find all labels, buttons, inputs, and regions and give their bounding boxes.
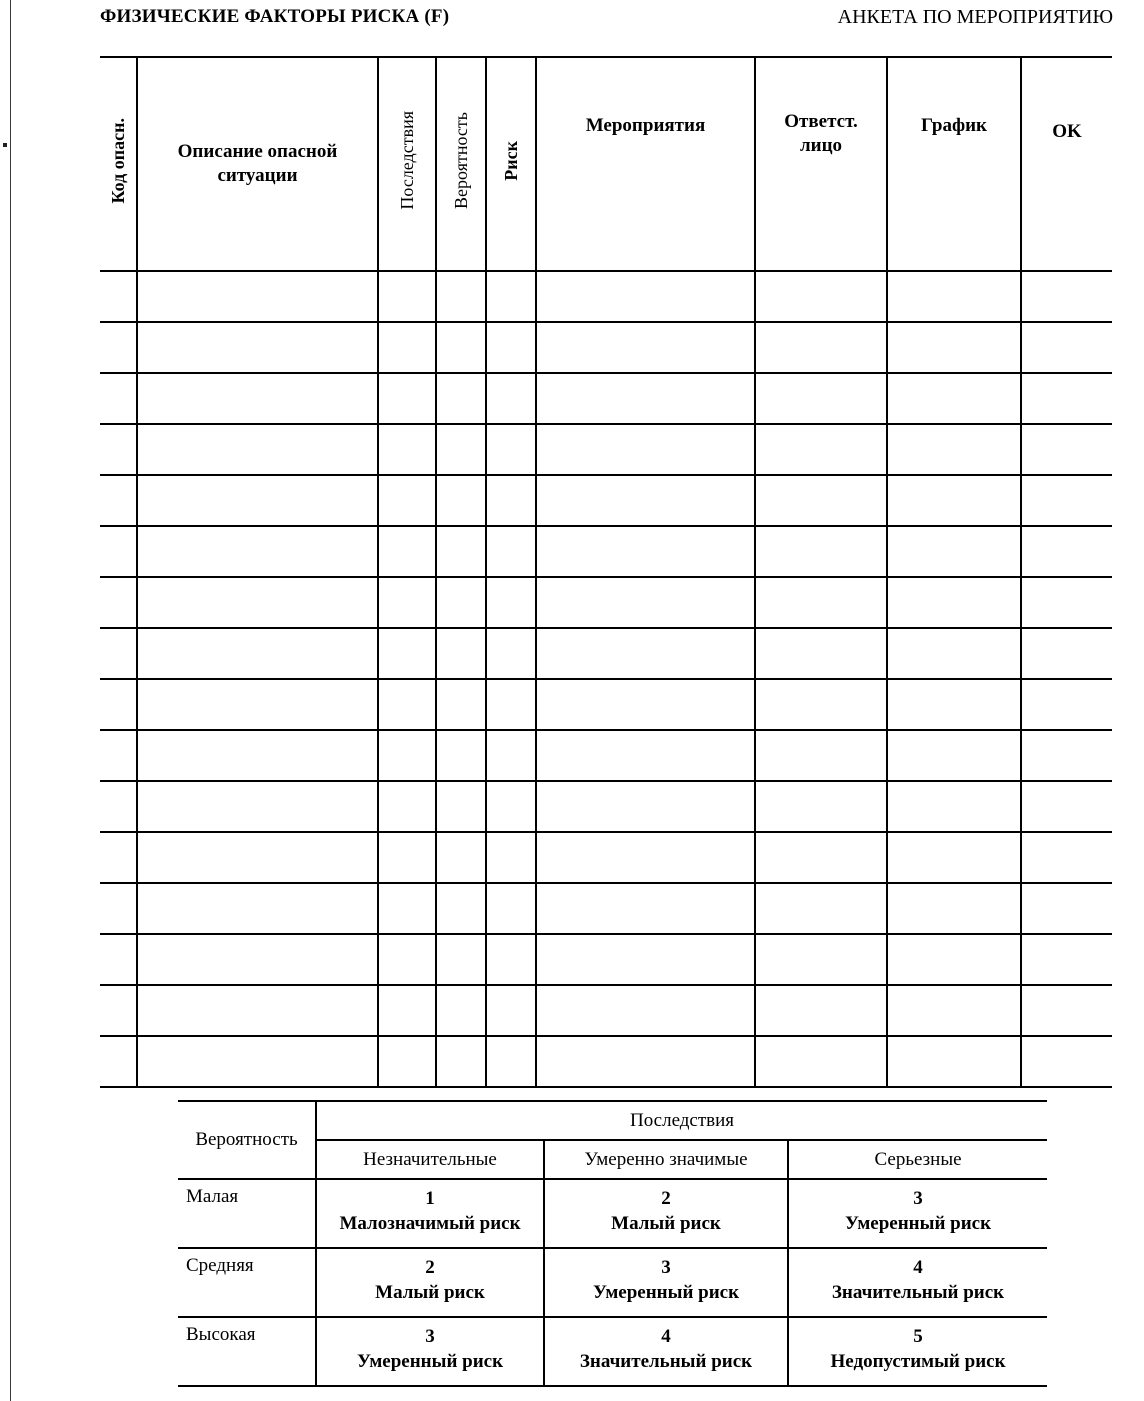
empty-cell[interactable] — [100, 373, 137, 424]
table-row — [100, 679, 1112, 730]
probability-header: Вероятность — [178, 1101, 316, 1179]
empty-cell[interactable] — [536, 526, 755, 577]
empty-cell[interactable] — [486, 883, 536, 934]
col-consequences: Последствия — [378, 57, 436, 271]
empty-cell[interactable] — [486, 322, 536, 373]
empty-cell[interactable] — [1021, 373, 1112, 424]
empty-cell[interactable] — [536, 322, 755, 373]
empty-cell[interactable] — [436, 271, 486, 322]
empty-cell[interactable] — [137, 271, 378, 322]
empty-cell[interactable] — [100, 424, 137, 475]
empty-cell[interactable] — [887, 526, 1021, 577]
empty-cell[interactable] — [378, 628, 436, 679]
empty-cell[interactable] — [378, 985, 436, 1036]
table-header-row — [100, 57, 1112, 271]
empty-cell[interactable] — [100, 679, 137, 730]
empty-cell[interactable] — [887, 373, 1021, 424]
empty-cell[interactable] — [887, 577, 1021, 628]
empty-cell[interactable] — [436, 985, 486, 1036]
risk-cell: 2 Малый риск — [544, 1179, 788, 1248]
empty-cell[interactable] — [436, 730, 486, 781]
empty-cell[interactable] — [1021, 730, 1112, 781]
empty-cell[interactable] — [887, 475, 1021, 526]
consequence-serious: Серьезные — [788, 1140, 1047, 1179]
empty-cell[interactable] — [436, 424, 486, 475]
empty-cell[interactable] — [378, 781, 436, 832]
empty-cell[interactable] — [755, 985, 887, 1036]
empty-cell[interactable] — [378, 271, 436, 322]
empty-cell[interactable] — [100, 526, 137, 577]
empty-cell[interactable] — [137, 832, 378, 883]
empty-cell[interactable] — [100, 832, 137, 883]
table-row — [100, 322, 1112, 373]
empty-cell[interactable] — [536, 781, 755, 832]
col-hazard-code: Код опасн. — [100, 57, 137, 271]
table-row — [100, 271, 1112, 322]
risk-cell: 3 Умеренный риск — [316, 1317, 544, 1386]
empty-cell[interactable] — [1021, 679, 1112, 730]
empty-cell[interactable] — [536, 832, 755, 883]
empty-cell[interactable] — [100, 628, 137, 679]
matrix-header-row — [178, 1101, 1047, 1140]
empty-cell[interactable] — [137, 1036, 378, 1087]
empty-cell[interactable] — [536, 628, 755, 679]
empty-cell[interactable] — [486, 628, 536, 679]
empty-cell[interactable] — [137, 781, 378, 832]
empty-cell[interactable] — [137, 679, 378, 730]
empty-cell[interactable] — [887, 424, 1021, 475]
empty-cell[interactable] — [536, 730, 755, 781]
empty-cell[interactable] — [1021, 424, 1112, 475]
empty-cell[interactable] — [486, 1036, 536, 1087]
empty-cell[interactable] — [536, 577, 755, 628]
col-schedule: График — [887, 57, 1021, 271]
empty-cell[interactable] — [436, 526, 486, 577]
empty-cell[interactable] — [887, 271, 1021, 322]
empty-cell[interactable] — [137, 526, 378, 577]
empty-cell[interactable] — [436, 832, 486, 883]
col-probability: Вероятность — [436, 57, 486, 271]
empty-cell[interactable] — [100, 322, 137, 373]
empty-cell[interactable] — [1021, 883, 1112, 934]
empty-cell[interactable] — [887, 628, 1021, 679]
empty-cell[interactable] — [378, 832, 436, 883]
empty-cell[interactable] — [378, 577, 436, 628]
empty-cell[interactable] — [436, 934, 486, 985]
consequences-header: Последствия — [316, 1101, 1047, 1140]
empty-cell[interactable] — [436, 577, 486, 628]
empty-cell[interactable] — [137, 577, 378, 628]
matrix-row-medium — [178, 1248, 1047, 1317]
empty-cell[interactable] — [755, 577, 887, 628]
consequence-moderate: Умеренно значимые — [544, 1140, 788, 1179]
table-row — [100, 934, 1112, 985]
empty-cell[interactable] — [378, 424, 436, 475]
table-row — [100, 781, 1112, 832]
col-risk: Риск — [486, 57, 536, 271]
empty-cell[interactable] — [536, 475, 755, 526]
empty-cell[interactable] — [1021, 271, 1112, 322]
probability-medium: Средняя — [178, 1248, 316, 1317]
table-row — [100, 832, 1112, 883]
empty-cell[interactable] — [486, 475, 536, 526]
probability-high: Высокая — [178, 1317, 316, 1386]
col-responsible: Ответст. лицо — [755, 57, 887, 271]
empty-cell[interactable] — [486, 271, 536, 322]
empty-cell[interactable] — [536, 373, 755, 424]
col-ok: OK — [1021, 57, 1112, 271]
empty-cell[interactable] — [378, 322, 436, 373]
empty-cell[interactable] — [755, 781, 887, 832]
empty-cell[interactable] — [1021, 475, 1112, 526]
empty-cell[interactable] — [137, 883, 378, 934]
empty-cell[interactable] — [755, 373, 887, 424]
col-measures: Мероприятия — [536, 57, 755, 271]
empty-cell[interactable] — [137, 322, 378, 373]
empty-cell[interactable] — [486, 577, 536, 628]
empty-cell[interactable] — [100, 475, 137, 526]
empty-cell[interactable] — [1021, 628, 1112, 679]
empty-cell[interactable] — [100, 985, 137, 1036]
empty-cell[interactable] — [887, 781, 1021, 832]
empty-cell[interactable] — [887, 883, 1021, 934]
empty-cell[interactable] — [378, 934, 436, 985]
table-row — [100, 526, 1112, 577]
empty-cell[interactable] — [486, 424, 536, 475]
empty-cell[interactable] — [755, 271, 887, 322]
empty-cell[interactable] — [486, 832, 536, 883]
empty-cell[interactable] — [436, 883, 486, 934]
matrix-row-high — [178, 1317, 1047, 1386]
empty-cell[interactable] — [1021, 985, 1112, 1036]
empty-cell[interactable] — [100, 730, 137, 781]
empty-cell[interactable] — [436, 1036, 486, 1087]
empty-cell[interactable] — [486, 985, 536, 1036]
empty-cell[interactable] — [887, 730, 1021, 781]
empty-cell[interactable] — [887, 934, 1021, 985]
risk-cell: 4 Значительный риск — [544, 1317, 788, 1386]
empty-cell[interactable] — [100, 883, 137, 934]
table-row — [100, 475, 1112, 526]
empty-cell[interactable] — [436, 475, 486, 526]
empty-cell[interactable] — [536, 985, 755, 1036]
empty-cell[interactable] — [137, 985, 378, 1036]
empty-cell[interactable] — [137, 373, 378, 424]
risk-matrix-table — [178, 1100, 1047, 1387]
empty-cell[interactable] — [755, 1036, 887, 1087]
empty-cell[interactable] — [486, 730, 536, 781]
empty-cell[interactable] — [486, 781, 536, 832]
empty-cell[interactable] — [137, 934, 378, 985]
scan-mark — [3, 143, 7, 147]
empty-cell[interactable] — [486, 526, 536, 577]
matrix-row-low — [178, 1179, 1047, 1248]
empty-cell[interactable] — [755, 424, 887, 475]
empty-cell[interactable] — [887, 1036, 1021, 1087]
form-subtitle: АНКЕТА ПО МЕРОПРИЯТИЮ — [837, 6, 1113, 28]
table-row — [100, 985, 1112, 1036]
empty-cell[interactable] — [755, 475, 887, 526]
empty-cell[interactable] — [486, 934, 536, 985]
empty-cell[interactable] — [436, 628, 486, 679]
page-left-edge — [10, 0, 11, 1401]
table-row — [100, 577, 1112, 628]
empty-cell[interactable] — [100, 271, 137, 322]
empty-cell[interactable] — [378, 883, 436, 934]
empty-cell[interactable] — [1021, 322, 1112, 373]
empty-cell[interactable] — [536, 1036, 755, 1087]
probability-low: Малая — [178, 1179, 316, 1248]
empty-cell[interactable] — [137, 730, 378, 781]
empty-cell[interactable] — [436, 781, 486, 832]
table-row — [100, 883, 1112, 934]
empty-cell[interactable] — [378, 373, 436, 424]
empty-cell[interactable] — [755, 730, 887, 781]
risk-cell: 4 Значительный риск — [788, 1248, 1047, 1317]
col-description: Описание опасной ситуации — [137, 57, 378, 271]
empty-cell[interactable] — [755, 526, 887, 577]
empty-cell[interactable] — [100, 577, 137, 628]
empty-cell[interactable] — [137, 628, 378, 679]
empty-cell[interactable] — [887, 679, 1021, 730]
table-row — [100, 373, 1112, 424]
risk-assessment-table — [100, 56, 1112, 1088]
consequence-insignificant: Незначительные — [316, 1140, 544, 1179]
risk-cell: 3 Умеренный риск — [788, 1179, 1047, 1248]
table-row — [100, 628, 1112, 679]
empty-cell[interactable] — [100, 1036, 137, 1087]
empty-cell[interactable] — [536, 424, 755, 475]
empty-cell[interactable] — [1021, 1036, 1112, 1087]
empty-cell[interactable] — [486, 679, 536, 730]
form-title: ФИЗИЧЕСКИЕ ФАКТОРЫ РИСКА (F) — [100, 6, 450, 27]
empty-cell[interactable] — [1021, 577, 1112, 628]
empty-cell[interactable] — [755, 679, 887, 730]
empty-cell[interactable] — [1021, 526, 1112, 577]
table-row — [100, 1036, 1112, 1087]
empty-cell[interactable] — [378, 730, 436, 781]
empty-cell[interactable] — [755, 934, 887, 985]
empty-cell[interactable] — [378, 526, 436, 577]
empty-cell[interactable] — [536, 883, 755, 934]
empty-cell[interactable] — [436, 373, 486, 424]
empty-cell[interactable] — [436, 322, 486, 373]
empty-cell[interactable] — [536, 679, 755, 730]
empty-cell[interactable] — [755, 832, 887, 883]
empty-cell[interactable] — [378, 679, 436, 730]
empty-cell[interactable] — [1021, 832, 1112, 883]
empty-cell[interactable] — [755, 883, 887, 934]
empty-cell[interactable] — [486, 373, 536, 424]
empty-cell[interactable] — [137, 475, 378, 526]
risk-cell: 5 Недопустимый риск — [788, 1317, 1047, 1386]
empty-cell[interactable] — [137, 424, 378, 475]
empty-cell[interactable] — [1021, 934, 1112, 985]
empty-cell[interactable] — [887, 985, 1021, 1036]
empty-cell[interactable] — [378, 1036, 436, 1087]
empty-cell[interactable] — [1021, 781, 1112, 832]
empty-cell[interactable] — [755, 322, 887, 373]
empty-cell[interactable] — [536, 271, 755, 322]
empty-cell[interactable] — [378, 475, 436, 526]
empty-cell[interactable] — [887, 832, 1021, 883]
risk-cell: 2 Малый риск — [316, 1248, 544, 1317]
risk-cell: 1 Малозначимый риск — [316, 1179, 544, 1248]
risk-cell: 3 Умеренный риск — [544, 1248, 788, 1317]
empty-cell[interactable] — [100, 781, 137, 832]
empty-cell[interactable] — [100, 934, 137, 985]
empty-cell[interactable] — [536, 934, 755, 985]
empty-cell[interactable] — [755, 628, 887, 679]
table-row — [100, 424, 1112, 475]
empty-cell[interactable] — [436, 679, 486, 730]
empty-cell[interactable] — [887, 322, 1021, 373]
table-row — [100, 730, 1112, 781]
